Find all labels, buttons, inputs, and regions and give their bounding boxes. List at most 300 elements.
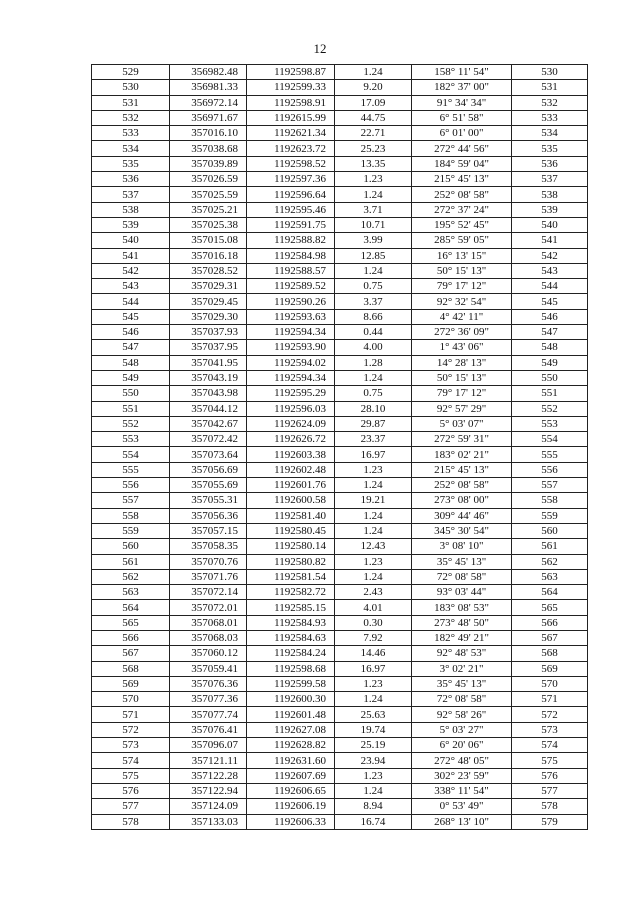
y-coordinate-cell: 1192598.52 [247, 156, 335, 171]
point-to-cell: 573 [512, 722, 588, 737]
x-coordinate-cell: 357056.36 [170, 508, 247, 523]
x-coordinate-cell: 357072.42 [170, 432, 247, 447]
point-from-cell: 548 [92, 355, 170, 370]
point-to-cell: 534 [512, 126, 588, 141]
table-row [92, 646, 588, 661]
coordinates-table-body [92, 65, 588, 830]
y-coordinate-cell: 1192601.48 [247, 707, 335, 722]
length-cell: 1.24 [335, 187, 412, 202]
x-coordinate-cell: 357056.69 [170, 462, 247, 477]
x-coordinate-cell: 357057.15 [170, 523, 247, 538]
x-coordinate-cell: 357077.36 [170, 692, 247, 707]
point-from-cell: 561 [92, 554, 170, 569]
direction-angle-cell: 14° 28' 13" [412, 355, 512, 370]
point-to-cell: 558 [512, 493, 588, 508]
x-coordinate-cell: 357043.19 [170, 370, 247, 385]
y-coordinate-cell: 1192597.36 [247, 172, 335, 187]
table-row [92, 447, 588, 462]
x-coordinate-cell: 357043.98 [170, 386, 247, 401]
table-row [92, 432, 588, 447]
table-row [92, 569, 588, 584]
y-coordinate-cell: 1192615.99 [247, 110, 335, 125]
point-to-cell: 538 [512, 187, 588, 202]
y-coordinate-cell: 1192628.82 [247, 738, 335, 753]
length-cell: 3.37 [335, 294, 412, 309]
point-from-cell: 552 [92, 416, 170, 431]
point-from-cell: 539 [92, 217, 170, 232]
direction-angle-cell: 16° 13' 15" [412, 248, 512, 263]
table-row [92, 294, 588, 309]
point-to-cell: 536 [512, 156, 588, 171]
table-row [92, 478, 588, 493]
point-to-cell: 562 [512, 554, 588, 569]
point-to-cell: 565 [512, 600, 588, 615]
direction-angle-cell: 4° 42' 11" [412, 309, 512, 324]
y-coordinate-cell: 1192588.57 [247, 263, 335, 278]
y-coordinate-cell: 1192595.46 [247, 202, 335, 217]
table-row [92, 738, 588, 753]
direction-angle-cell: 91° 34' 34" [412, 95, 512, 110]
x-coordinate-cell: 357025.38 [170, 217, 247, 232]
point-from-cell: 576 [92, 783, 170, 798]
x-coordinate-cell: 357073.64 [170, 447, 247, 462]
length-cell: 25.63 [335, 707, 412, 722]
point-to-cell: 544 [512, 279, 588, 294]
point-from-cell: 578 [92, 814, 170, 829]
direction-angle-cell: 92° 32' 54" [412, 294, 512, 309]
direction-angle-cell: 302° 23' 59" [412, 768, 512, 783]
table-row [92, 676, 588, 691]
point-from-cell: 571 [92, 707, 170, 722]
y-coordinate-cell: 1192621.34 [247, 126, 335, 141]
length-cell: 3.71 [335, 202, 412, 217]
table-row [92, 233, 588, 248]
x-coordinate-cell: 357015.08 [170, 233, 247, 248]
length-cell: 4.01 [335, 600, 412, 615]
x-coordinate-cell: 357076.41 [170, 722, 247, 737]
table-row [92, 202, 588, 217]
direction-angle-cell: 345° 30' 54" [412, 523, 512, 538]
table-row [92, 217, 588, 232]
y-coordinate-cell: 1192584.98 [247, 248, 335, 263]
x-coordinate-cell: 357072.14 [170, 585, 247, 600]
point-from-cell: 556 [92, 478, 170, 493]
y-coordinate-cell: 1192598.91 [247, 95, 335, 110]
point-to-cell: 540 [512, 217, 588, 232]
direction-angle-cell: 6° 01' 00" [412, 126, 512, 141]
y-coordinate-cell: 1192606.65 [247, 783, 335, 798]
length-cell: 1.24 [335, 523, 412, 538]
direction-angle-cell: 92° 57' 29" [412, 401, 512, 416]
point-from-cell: 540 [92, 233, 170, 248]
length-cell: 12.85 [335, 248, 412, 263]
x-coordinate-cell: 357029.45 [170, 294, 247, 309]
direction-angle-cell: 50° 15' 13" [412, 263, 512, 278]
table-row [92, 187, 588, 202]
y-coordinate-cell: 1192581.54 [247, 569, 335, 584]
point-from-cell: 534 [92, 141, 170, 156]
table-row [92, 523, 588, 538]
point-to-cell: 550 [512, 370, 588, 385]
y-coordinate-cell: 1192626.72 [247, 432, 335, 447]
table-row [92, 141, 588, 156]
direction-angle-cell: 0° 53' 49" [412, 799, 512, 814]
x-coordinate-cell: 357029.30 [170, 309, 247, 324]
length-cell: 7.92 [335, 630, 412, 645]
length-cell: 23.94 [335, 753, 412, 768]
length-cell: 1.24 [335, 478, 412, 493]
y-coordinate-cell: 1192593.90 [247, 340, 335, 355]
y-coordinate-cell: 1192594.34 [247, 370, 335, 385]
length-cell: 19.21 [335, 493, 412, 508]
point-from-cell: 570 [92, 692, 170, 707]
direction-angle-cell: 183° 08' 53" [412, 600, 512, 615]
table-row [92, 248, 588, 263]
table-row [92, 325, 588, 340]
length-cell: 0.75 [335, 386, 412, 401]
y-coordinate-cell: 1192595.29 [247, 386, 335, 401]
x-coordinate-cell: 357121.11 [170, 753, 247, 768]
point-from-cell: 547 [92, 340, 170, 355]
point-from-cell: 567 [92, 646, 170, 661]
point-from-cell: 537 [92, 187, 170, 202]
point-from-cell: 573 [92, 738, 170, 753]
y-coordinate-cell: 1192631.60 [247, 753, 335, 768]
length-cell: 0.30 [335, 615, 412, 630]
x-coordinate-cell: 357068.03 [170, 630, 247, 645]
y-coordinate-cell: 1192589.52 [247, 279, 335, 294]
point-to-cell: 553 [512, 416, 588, 431]
point-to-cell: 559 [512, 508, 588, 523]
x-coordinate-cell: 357076.36 [170, 676, 247, 691]
length-cell: 29.87 [335, 416, 412, 431]
direction-angle-cell: 92° 48' 53" [412, 646, 512, 661]
length-cell: 16.97 [335, 447, 412, 462]
point-to-cell: 577 [512, 783, 588, 798]
length-cell: 44.75 [335, 110, 412, 125]
table-row [92, 722, 588, 737]
y-coordinate-cell: 1192606.19 [247, 799, 335, 814]
direction-angle-cell: 252° 08' 58" [412, 187, 512, 202]
direction-angle-cell: 268° 13' 10" [412, 814, 512, 829]
point-to-cell: 557 [512, 478, 588, 493]
point-from-cell: 577 [92, 799, 170, 814]
point-to-cell: 542 [512, 248, 588, 263]
length-cell: 1.24 [335, 692, 412, 707]
point-to-cell: 532 [512, 95, 588, 110]
length-cell: 1.28 [335, 355, 412, 370]
direction-angle-cell: 3° 02' 21" [412, 661, 512, 676]
y-coordinate-cell: 1192582.72 [247, 585, 335, 600]
point-to-cell: 567 [512, 630, 588, 645]
table-row [92, 309, 588, 324]
x-coordinate-cell: 357122.28 [170, 768, 247, 783]
direction-angle-cell: 273° 08' 00" [412, 493, 512, 508]
point-to-cell: 569 [512, 661, 588, 676]
table-row [92, 707, 588, 722]
x-coordinate-cell: 357026.59 [170, 172, 247, 187]
table-row [92, 416, 588, 431]
point-to-cell: 552 [512, 401, 588, 416]
table-row [92, 585, 588, 600]
x-coordinate-cell: 357133.03 [170, 814, 247, 829]
table-row [92, 279, 588, 294]
point-from-cell: 572 [92, 722, 170, 737]
point-from-cell: 554 [92, 447, 170, 462]
y-coordinate-cell: 1192600.58 [247, 493, 335, 508]
table-row [92, 370, 588, 385]
direction-angle-cell: 79° 17' 12" [412, 279, 512, 294]
y-coordinate-cell: 1192588.82 [247, 233, 335, 248]
direction-angle-cell: 50° 15' 13" [412, 370, 512, 385]
point-to-cell: 561 [512, 539, 588, 554]
table-row [92, 615, 588, 630]
y-coordinate-cell: 1192624.09 [247, 416, 335, 431]
direction-angle-cell: 184° 59' 04" [412, 156, 512, 171]
direction-angle-cell: 158° 11' 54" [412, 65, 512, 80]
point-to-cell: 549 [512, 355, 588, 370]
point-to-cell: 531 [512, 80, 588, 95]
x-coordinate-cell: 357055.69 [170, 478, 247, 493]
direction-angle-cell: 35° 45' 13" [412, 676, 512, 691]
x-coordinate-cell: 357042.67 [170, 416, 247, 431]
y-coordinate-cell: 1192580.82 [247, 554, 335, 569]
direction-angle-cell: 79° 17' 12" [412, 386, 512, 401]
table-row [92, 600, 588, 615]
x-coordinate-cell: 357037.95 [170, 340, 247, 355]
table-row [92, 539, 588, 554]
y-coordinate-cell: 1192601.76 [247, 478, 335, 493]
point-to-cell: 535 [512, 141, 588, 156]
x-coordinate-cell: 356971.67 [170, 110, 247, 125]
point-to-cell: 551 [512, 386, 588, 401]
table-row [92, 65, 588, 80]
x-coordinate-cell: 357025.59 [170, 187, 247, 202]
table-row [92, 95, 588, 110]
y-coordinate-cell: 1192596.03 [247, 401, 335, 416]
x-coordinate-cell: 357124.09 [170, 799, 247, 814]
y-coordinate-cell: 1192585.15 [247, 600, 335, 615]
point-to-cell: 548 [512, 340, 588, 355]
table-row [92, 799, 588, 814]
x-coordinate-cell: 357058.35 [170, 539, 247, 554]
table-row [92, 110, 588, 125]
point-to-cell: 555 [512, 447, 588, 462]
length-cell: 1.23 [335, 768, 412, 783]
point-from-cell: 553 [92, 432, 170, 447]
direction-angle-cell: 92° 58' 26" [412, 707, 512, 722]
point-to-cell: 543 [512, 263, 588, 278]
length-cell: 4.00 [335, 340, 412, 355]
y-coordinate-cell: 1192594.02 [247, 355, 335, 370]
y-coordinate-cell: 1192584.24 [247, 646, 335, 661]
length-cell: 22.71 [335, 126, 412, 141]
x-coordinate-cell: 357055.31 [170, 493, 247, 508]
length-cell: 19.74 [335, 722, 412, 737]
y-coordinate-cell: 1192599.33 [247, 80, 335, 95]
point-from-cell: 545 [92, 309, 170, 324]
y-coordinate-cell: 1192606.33 [247, 814, 335, 829]
y-coordinate-cell: 1192623.72 [247, 141, 335, 156]
point-from-cell: 543 [92, 279, 170, 294]
length-cell: 1.24 [335, 508, 412, 523]
y-coordinate-cell: 1192584.93 [247, 615, 335, 630]
table-row [92, 401, 588, 416]
table-row [92, 340, 588, 355]
table-row [92, 263, 588, 278]
point-from-cell: 529 [92, 65, 170, 80]
y-coordinate-cell: 1192596.64 [247, 187, 335, 202]
point-to-cell: 566 [512, 615, 588, 630]
y-coordinate-cell: 1192603.38 [247, 447, 335, 462]
table-row [92, 768, 588, 783]
direction-angle-cell: 195° 52' 45" [412, 217, 512, 232]
table-row [92, 80, 588, 95]
direction-angle-cell: 6° 20' 06" [412, 738, 512, 753]
table-row [92, 355, 588, 370]
direction-angle-cell: 272° 48' 05" [412, 753, 512, 768]
point-to-cell: 572 [512, 707, 588, 722]
point-to-cell: 579 [512, 814, 588, 829]
length-cell: 1.24 [335, 65, 412, 80]
point-to-cell: 564 [512, 585, 588, 600]
point-from-cell: 550 [92, 386, 170, 401]
y-coordinate-cell: 1192602.48 [247, 462, 335, 477]
x-coordinate-cell: 357068.01 [170, 615, 247, 630]
length-cell: 3.99 [335, 233, 412, 248]
direction-angle-cell: 5° 03' 27" [412, 722, 512, 737]
point-from-cell: 531 [92, 95, 170, 110]
table-row [92, 753, 588, 768]
length-cell: 1.23 [335, 462, 412, 477]
length-cell: 8.66 [335, 309, 412, 324]
point-to-cell: 530 [512, 65, 588, 80]
direction-angle-cell: 272° 44' 56" [412, 141, 512, 156]
y-coordinate-cell: 1192607.69 [247, 768, 335, 783]
point-from-cell: 535 [92, 156, 170, 171]
point-to-cell: 533 [512, 110, 588, 125]
table-row [92, 508, 588, 523]
length-cell: 12.43 [335, 539, 412, 554]
direction-angle-cell: 183° 02' 21" [412, 447, 512, 462]
point-from-cell: 541 [92, 248, 170, 263]
direction-angle-cell: 285° 59' 05" [412, 233, 512, 248]
length-cell: 1.24 [335, 263, 412, 278]
direction-angle-cell: 6° 51' 58" [412, 110, 512, 125]
y-coordinate-cell: 1192594.34 [247, 325, 335, 340]
x-coordinate-cell: 357039.89 [170, 156, 247, 171]
point-from-cell: 551 [92, 401, 170, 416]
table-row [92, 126, 588, 141]
point-from-cell: 568 [92, 661, 170, 676]
point-from-cell: 558 [92, 508, 170, 523]
length-cell: 16.97 [335, 661, 412, 676]
x-coordinate-cell: 357025.21 [170, 202, 247, 217]
y-coordinate-cell: 1192600.30 [247, 692, 335, 707]
point-from-cell: 549 [92, 370, 170, 385]
direction-angle-cell: 3° 08' 10" [412, 539, 512, 554]
length-cell: 25.19 [335, 738, 412, 753]
y-coordinate-cell: 1192627.08 [247, 722, 335, 737]
x-coordinate-cell: 357037.93 [170, 325, 247, 340]
length-cell: 1.24 [335, 783, 412, 798]
length-cell: 8.94 [335, 799, 412, 814]
point-from-cell: 546 [92, 325, 170, 340]
point-from-cell: 544 [92, 294, 170, 309]
x-coordinate-cell: 357029.31 [170, 279, 247, 294]
point-to-cell: 576 [512, 768, 588, 783]
point-to-cell: 563 [512, 569, 588, 584]
length-cell: 10.71 [335, 217, 412, 232]
table-row [92, 172, 588, 187]
y-coordinate-cell: 1192584.63 [247, 630, 335, 645]
point-from-cell: 564 [92, 600, 170, 615]
point-to-cell: 539 [512, 202, 588, 217]
table-row [92, 661, 588, 676]
y-coordinate-cell: 1192581.40 [247, 508, 335, 523]
length-cell: 9.20 [335, 80, 412, 95]
x-coordinate-cell: 357038.68 [170, 141, 247, 156]
direction-angle-cell: 215° 45' 13" [412, 462, 512, 477]
length-cell: 17.09 [335, 95, 412, 110]
point-from-cell: 559 [92, 523, 170, 538]
length-cell: 2.43 [335, 585, 412, 600]
x-coordinate-cell: 357071.76 [170, 569, 247, 584]
point-from-cell: 542 [92, 263, 170, 278]
y-coordinate-cell: 1192580.14 [247, 539, 335, 554]
x-coordinate-cell: 357016.18 [170, 248, 247, 263]
length-cell: 1.23 [335, 554, 412, 569]
point-from-cell: 557 [92, 493, 170, 508]
y-coordinate-cell: 1192580.45 [247, 523, 335, 538]
direction-angle-cell: 215° 45' 13" [412, 172, 512, 187]
length-cell: 1.23 [335, 676, 412, 691]
x-coordinate-cell: 357016.10 [170, 126, 247, 141]
table-row [92, 386, 588, 401]
x-coordinate-cell: 357041.95 [170, 355, 247, 370]
length-cell: 1.23 [335, 172, 412, 187]
x-coordinate-cell: 356981.33 [170, 80, 247, 95]
point-to-cell: 568 [512, 646, 588, 661]
length-cell: 14.46 [335, 646, 412, 661]
direction-angle-cell: 93° 03' 44" [412, 585, 512, 600]
point-to-cell: 560 [512, 523, 588, 538]
point-to-cell: 578 [512, 799, 588, 814]
length-cell: 0.75 [335, 279, 412, 294]
point-to-cell: 547 [512, 325, 588, 340]
direction-angle-cell: 272° 36' 09" [412, 325, 512, 340]
y-coordinate-cell: 1192599.58 [247, 676, 335, 691]
point-from-cell: 565 [92, 615, 170, 630]
table-row [92, 630, 588, 645]
x-coordinate-cell: 357044.12 [170, 401, 247, 416]
point-to-cell: 574 [512, 738, 588, 753]
table-row [92, 783, 588, 798]
point-from-cell: 563 [92, 585, 170, 600]
x-coordinate-cell: 357060.12 [170, 646, 247, 661]
direction-angle-cell: 5° 03' 07" [412, 416, 512, 431]
direction-angle-cell: 72° 08' 58" [412, 692, 512, 707]
direction-angle-cell: 272° 59' 31" [412, 432, 512, 447]
direction-angle-cell: 338° 11' 54" [412, 783, 512, 798]
length-cell: 0.44 [335, 325, 412, 340]
length-cell: 13.35 [335, 156, 412, 171]
direction-angle-cell: 252° 08' 58" [412, 478, 512, 493]
point-from-cell: 575 [92, 768, 170, 783]
direction-angle-cell: 182° 37' 00" [412, 80, 512, 95]
point-from-cell: 538 [92, 202, 170, 217]
table-row [92, 462, 588, 477]
